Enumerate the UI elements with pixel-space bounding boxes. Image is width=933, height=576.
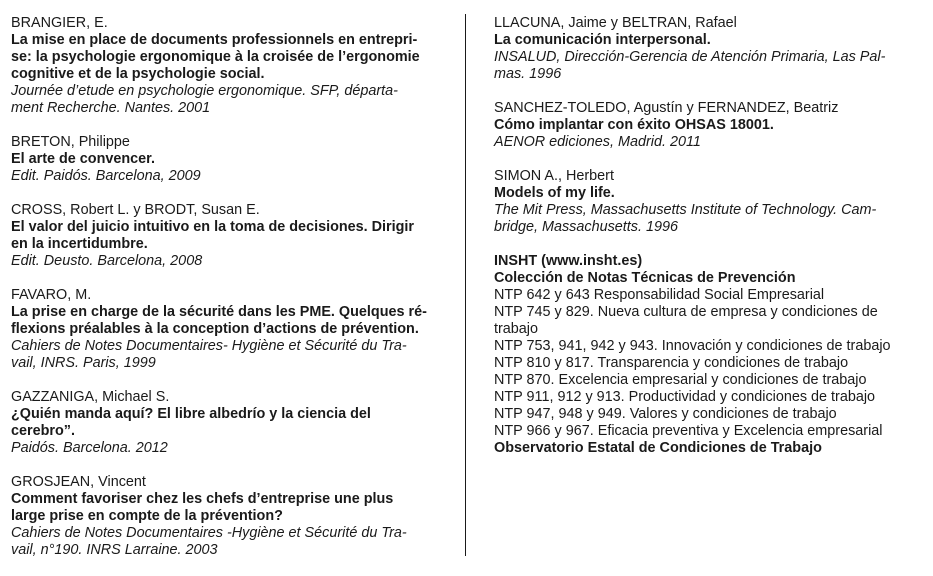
reference-publisher-line: Edit. Deusto. Barcelona, 2008 xyxy=(11,253,203,269)
reference-title-line: se: la psychologie ergonomique à la croisée de l’ergonomie xyxy=(11,49,420,65)
reference-publisher-line: vail, n°190. INRS Larraine. 2003 xyxy=(11,542,218,558)
reference-entry xyxy=(11,287,441,372)
ntp-list xyxy=(494,287,922,440)
reference-publisher-line: vail, INRS. Paris, 1999 xyxy=(11,355,156,371)
insht-section xyxy=(494,253,922,457)
reference-title-line: cerebro”. xyxy=(11,423,75,439)
insht-heading: INSHT (www.insht.es) xyxy=(494,253,643,269)
insht-footer: Observatorio Estatal de Condiciones de Trabajo xyxy=(494,440,822,456)
reference-entry xyxy=(11,134,441,185)
reference-publisher-line: The Mit Press, Massachusetts Institute of Technology. Cam- xyxy=(494,202,877,218)
reference-entry xyxy=(494,15,922,83)
ntp-item: NTP 947, 948 y 949. Valores y condiciones de trabajo xyxy=(494,406,837,422)
reference-entry xyxy=(11,389,441,457)
reference-publisher-line: ment Recherche. Nantes. 2001 xyxy=(11,100,211,116)
reference-publisher-line: Cahiers de Notes Documentaires- Hygiène et Sécurité du Tra- xyxy=(11,338,407,354)
ntp-item: NTP 911, 912 y 913. Productividad y condiciones de trabajo xyxy=(494,389,876,405)
ntp-item: NTP 642 y 643 Responsabilidad Social Empresarial xyxy=(494,287,825,303)
reference-publisher-line: INSALUD, Dirección-Gerencia de Atención Primaria, Las Pal- xyxy=(494,49,886,65)
reference-entry xyxy=(11,15,441,117)
column-divider xyxy=(465,14,466,556)
reference-author: LLACUNA, Jaime y BELTRAN, Rafael xyxy=(494,15,737,31)
reference-publisher-line: bridge, Massachusetts. 1996 xyxy=(494,219,678,235)
right-column xyxy=(494,15,922,474)
reference-publisher-line: Journée d’etude en psychologie ergonomique. SFP, départa- xyxy=(11,83,398,99)
ntp-item: trabajo xyxy=(494,321,539,337)
ntp-item: NTP 810 y 817. Transparencia y condiciones de trabajo xyxy=(494,355,849,371)
reference-title-line: La prise en charge de la sécurité dans les PME. Quelques ré- xyxy=(11,304,427,320)
reference-title-line: en la incertidumbre. xyxy=(11,236,148,252)
reference-title-line: large prise en compte de la prévention? xyxy=(11,508,283,524)
ntp-item: NTP 745 y 829. Nueva cultura de empresa y condiciones de xyxy=(494,304,878,320)
reference-entry xyxy=(11,202,441,270)
ntp-item: NTP 870. Excelencia empresarial y condiciones de trabajo xyxy=(494,372,867,388)
reference-title-line: Cómo implantar con éxito OHSAS 18001. xyxy=(494,117,774,133)
reference-title-line: El arte de convencer. xyxy=(11,151,155,167)
reference-title-line: El valor del juicio intuitivo en la toma de decisiones. Dirigir xyxy=(11,219,415,235)
reference-publisher-line: mas. 1996 xyxy=(494,66,562,82)
reference-title-line: La comunicación interpersonal. xyxy=(494,32,711,48)
insht-subheading: Colección de Notas Técnicas de Prevención xyxy=(494,270,796,286)
reference-author: GROSJEAN, Vincent xyxy=(11,474,146,490)
reference-publisher-line: Edit. Paidós. Barcelona, 2009 xyxy=(11,168,201,184)
reference-author: BRETON, Philippe xyxy=(11,134,130,150)
reference-entry xyxy=(11,474,441,559)
reference-title-line: flexions préalables à la conception d’actions de prévention. xyxy=(11,321,419,337)
reference-title-line: cognitive et de la psychologie social. xyxy=(11,66,265,82)
ntp-item: NTP 966 y 967. Eficacia preventiva y Excelencia empresarial xyxy=(494,423,883,439)
reference-publisher-line: Paidós. Barcelona. 2012 xyxy=(11,440,168,456)
reference-author: BRANGIER, E. xyxy=(11,15,108,31)
right-references xyxy=(494,15,922,236)
reference-title-line: ¿Quién manda aquí? El libre albedrío y la ciencia del xyxy=(11,406,371,422)
reference-publisher-line: AENOR ediciones, Madrid. 2011 xyxy=(494,134,701,150)
reference-entry xyxy=(494,100,922,151)
reference-author: GAZZANIGA, Michael S. xyxy=(11,389,170,405)
reference-title-line: Comment favoriser chez les chefs d’entreprise une plus xyxy=(11,491,394,507)
reference-author: SANCHEZ-TOLEDO, Agustín y FERNANDEZ, Beatriz xyxy=(494,100,839,116)
reference-entry xyxy=(494,168,922,236)
reference-author: FAVARO, M. xyxy=(11,287,92,303)
ntp-item: NTP 753, 941, 942 y 943. Innovación y condiciones de trabajo xyxy=(494,338,891,354)
left-column xyxy=(11,15,441,576)
reference-title-line: La mise en place de documents professionnels en entrepri- xyxy=(11,32,418,48)
reference-author: SIMON A., Herbert xyxy=(494,168,614,184)
reference-title-line: Models of my life. xyxy=(494,185,615,201)
reference-publisher-line: Cahiers de Notes Documentaires -Hygiène et Sécurité du Tra- xyxy=(11,525,407,541)
reference-author: CROSS, Robert L. y BRODT, Susan E. xyxy=(11,202,260,218)
